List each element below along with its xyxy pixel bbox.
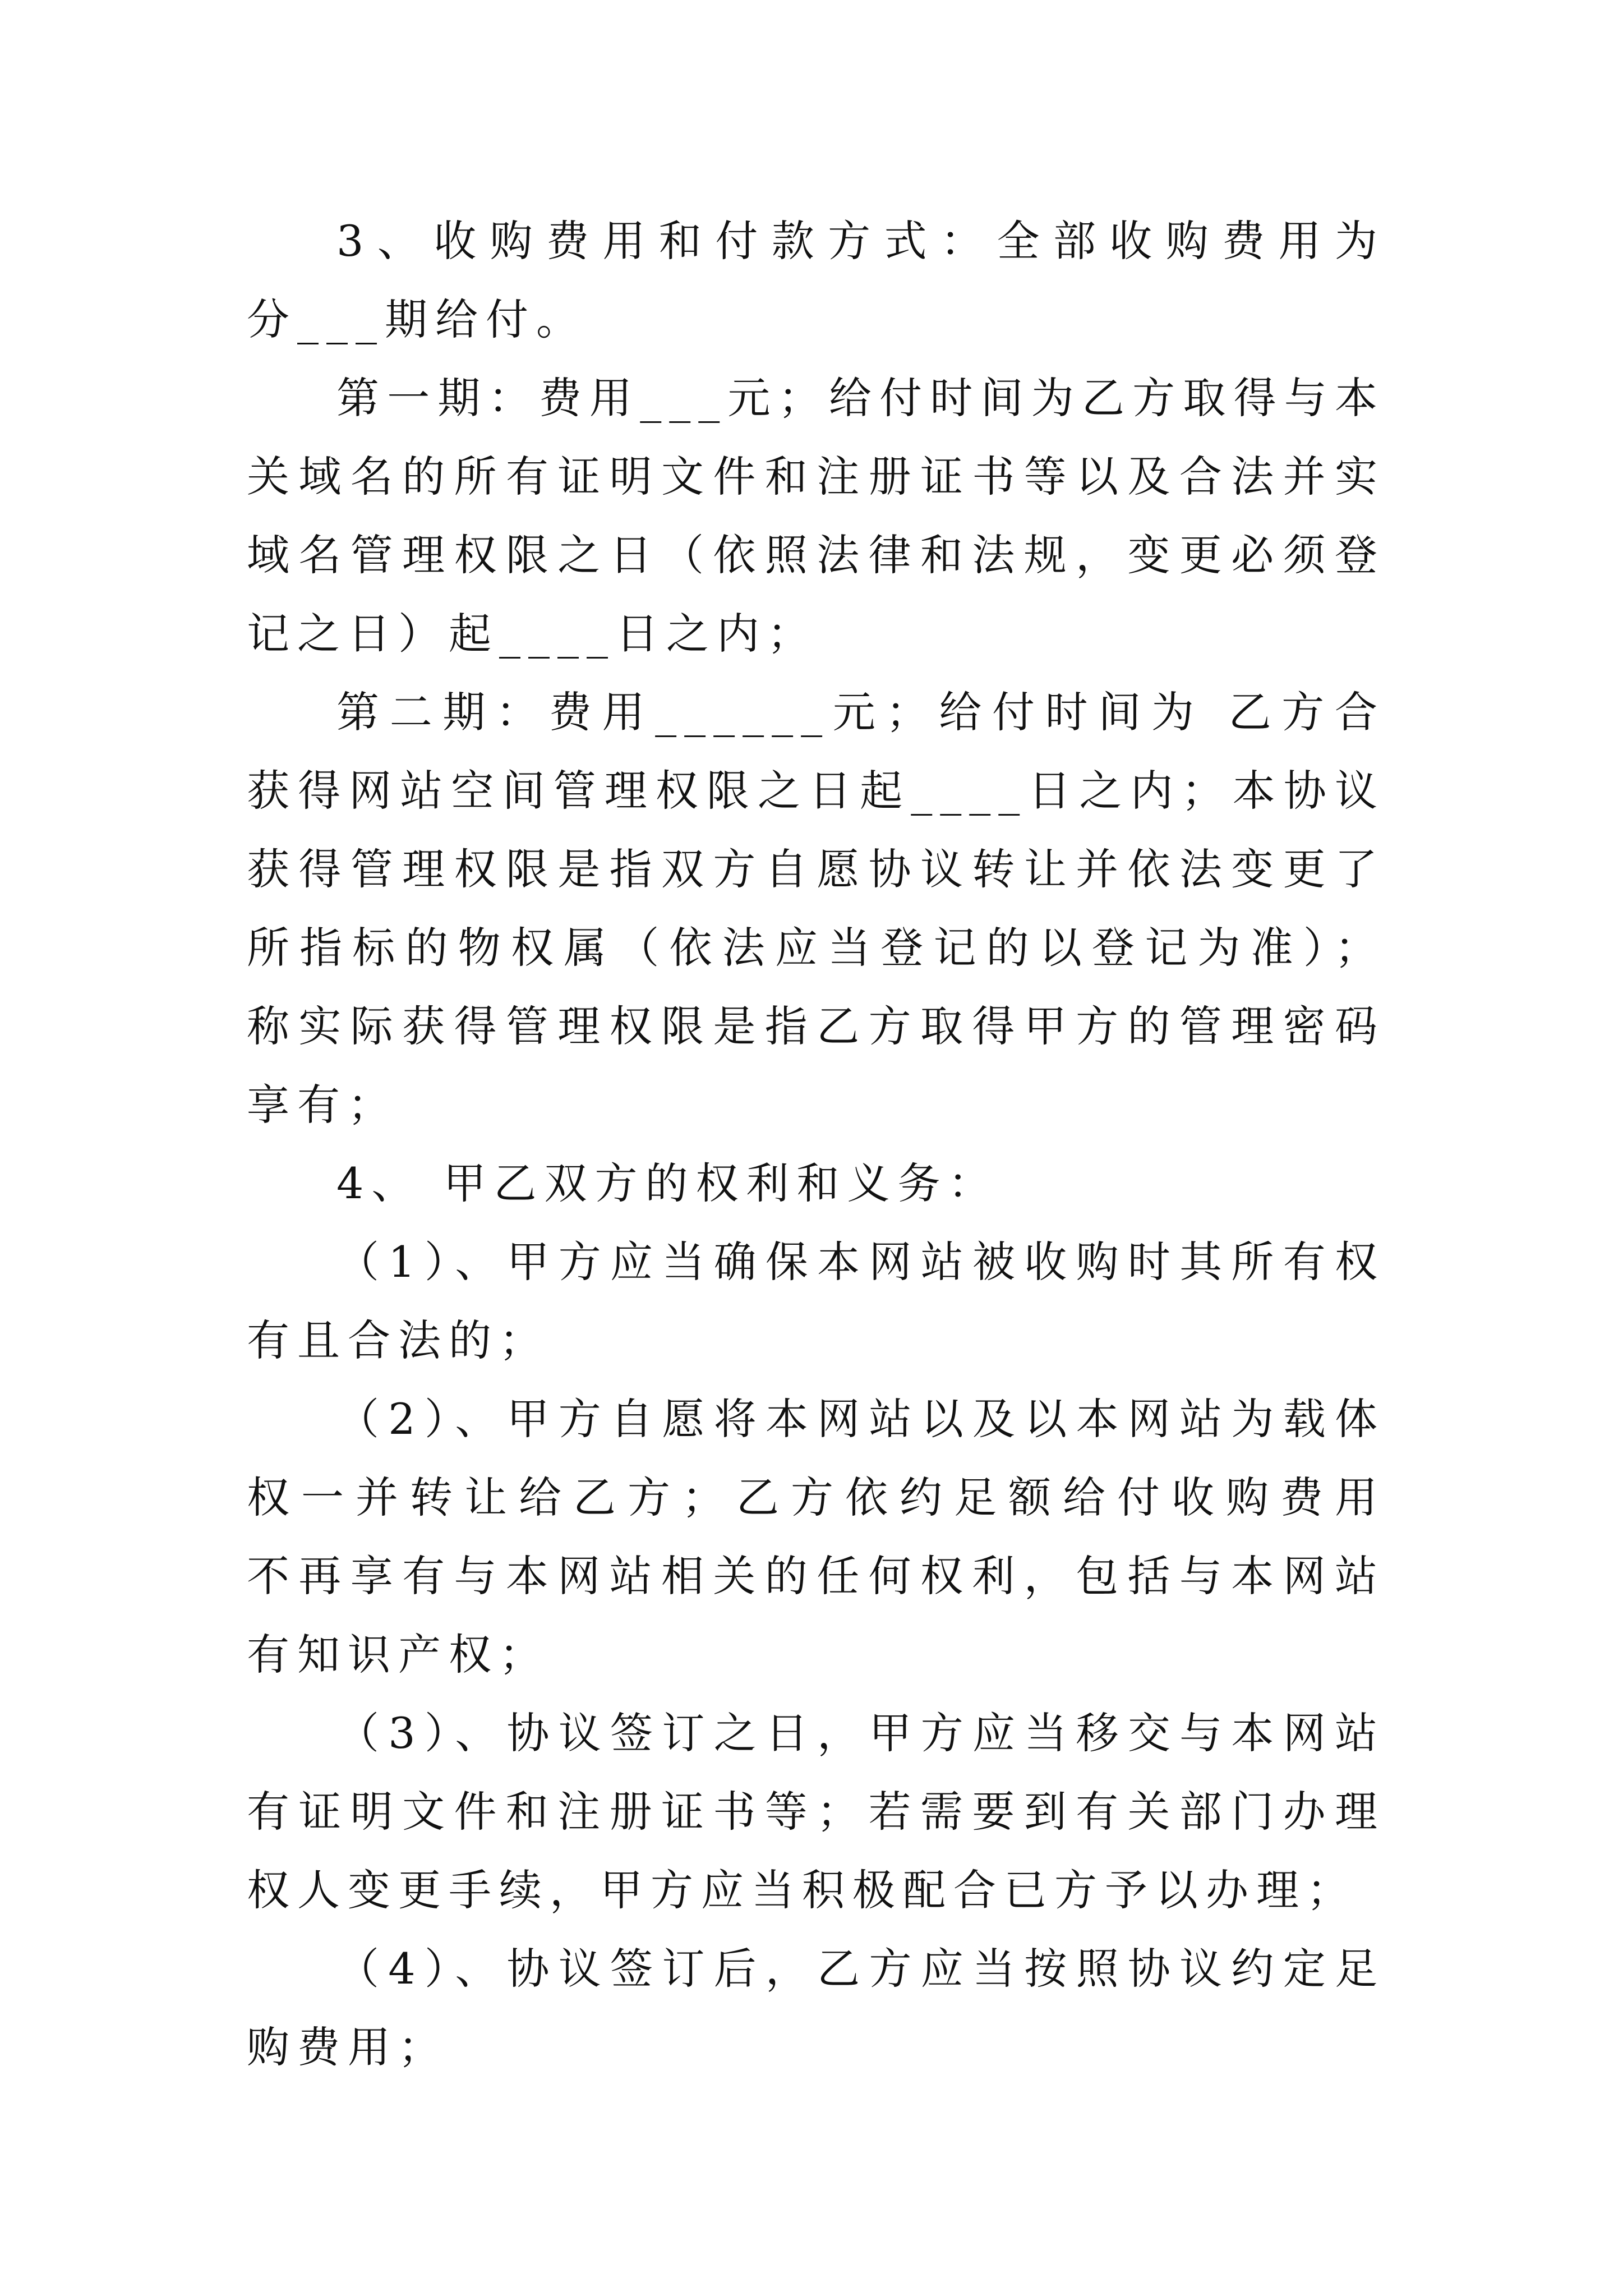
text-line: 购费用； — [247, 2022, 449, 2072]
text-line: 享有； — [247, 1080, 398, 1130]
text-line: 记之日）起____日之内； — [247, 609, 818, 659]
text-line: 权一并转让给乙方；乙方依约足额给付收购费用 — [247, 1473, 1385, 1522]
text-line: 关域名的所有证明文件和注册证书等以及合法并实 — [247, 452, 1385, 501]
text-line: 获得网站空间管理权限之日起____日之内；本协议 — [247, 766, 1385, 816]
text-line: 3、收购费用和付款方式：全部收购费用为 — [336, 216, 1385, 266]
text-line: （4）、协议签订后，乙方应当按照协议约定足 — [336, 1944, 1385, 1994]
text-line: 获得管理权限是指双方自愿协议转让并依法变更了 — [247, 844, 1385, 894]
text-line: 域名管理权限之日（依照法律和法规，变更必须登 — [247, 530, 1385, 580]
text-line: 有证明文件和注册证书等；若需要到有关部门办理 — [247, 1787, 1385, 1837]
text-line: 第一期：费用___元；给付时间为乙方取得与本 — [336, 373, 1385, 423]
text-line: 不再享有与本网站相关的任何权利，包括与本网站 — [247, 1551, 1385, 1601]
text-line: 有知识产权； — [247, 1630, 550, 1680]
text-line: （3）、协议签订之日，甲方应当移交与本网站 — [336, 1708, 1385, 1758]
text-line: 所指标的物权属（依法应当登记的以登记为准）； — [247, 923, 1385, 973]
text-line: 分___期给付。 — [247, 295, 587, 344]
text-line: 称实际获得管理权限是指乙方取得甲方的管理密码 — [247, 1001, 1385, 1051]
text-line: 有且合法的； — [247, 1315, 550, 1365]
text-line: 权人变更手续，甲方应当积极配合已方予以办理； — [247, 1865, 1357, 1915]
text-line: 第二期：费用______元；给付时间为 乙方合 — [336, 687, 1385, 737]
text-line: （1）、甲方应当确保本网站被收购时其所有权 — [336, 1237, 1385, 1287]
text-line: （2）、甲方自愿将本网站以及以本网站为载体 — [336, 1394, 1385, 1444]
section-heading: 4、 甲乙双方的权利和义务： — [336, 1158, 999, 1208]
